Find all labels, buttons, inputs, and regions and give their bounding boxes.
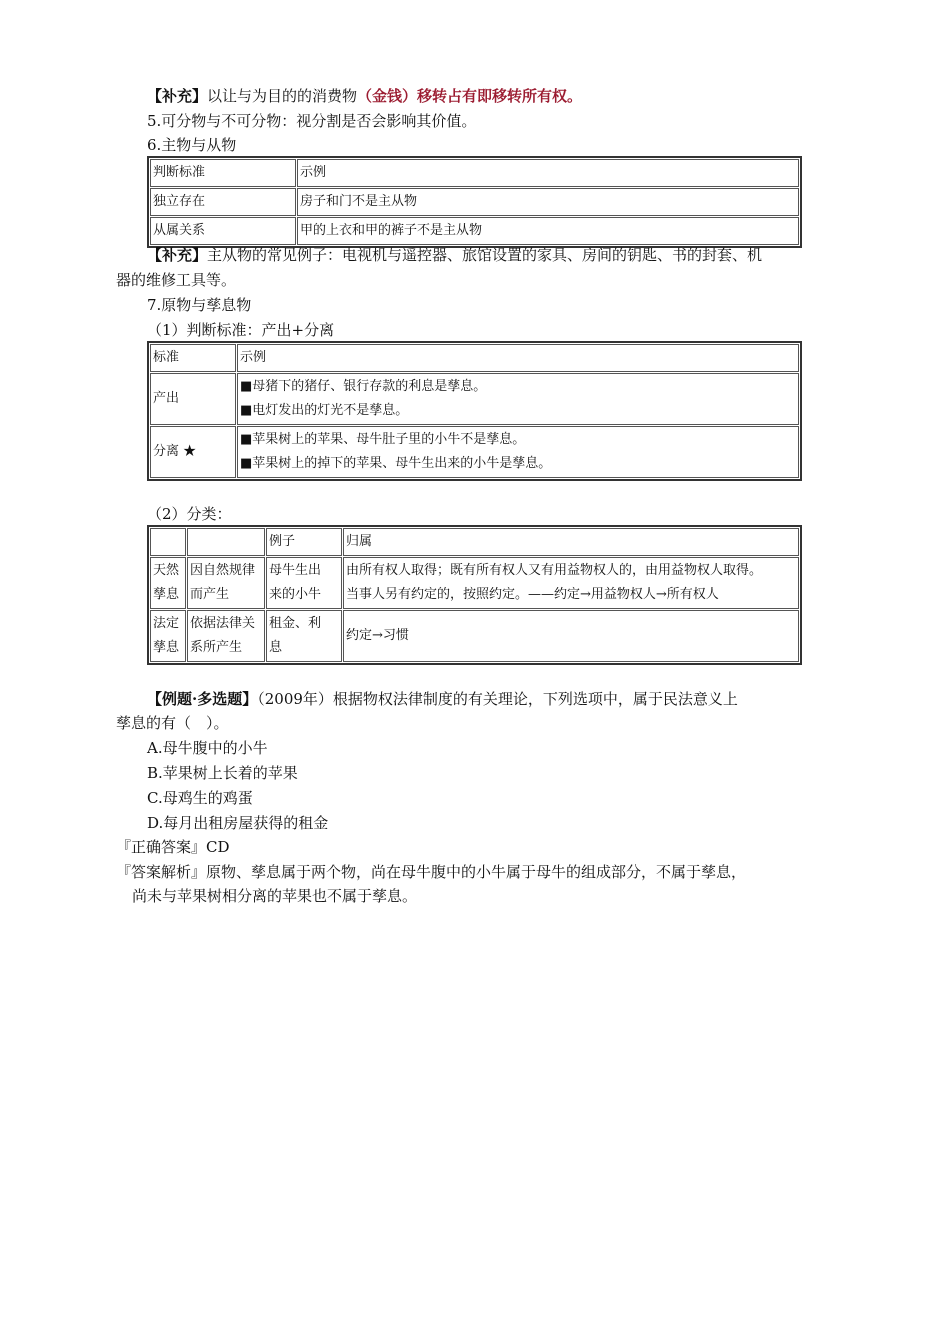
table-header-cell (187, 528, 265, 556)
example-question-line-1 (147, 688, 738, 710)
example-line: ■苹果树上的掉下的苹果、母牛生出来的小牛是孳息。 (240, 456, 552, 471)
example-line: ■苹果树上的苹果、母牛肚子里的小牛不是孳息。 (240, 432, 526, 447)
supplement-1-tag: 【补充】 (147, 87, 208, 105)
supplement-2-line-1 (147, 244, 762, 266)
table-header-cell: 例子 (266, 528, 342, 556)
fruit-criteria-table (147, 341, 802, 481)
table-row (150, 188, 799, 216)
option-b: B.苹果树上长着的苹果 (147, 764, 298, 782)
supplement-1 (147, 85, 582, 107)
table-cell (150, 557, 186, 609)
table-cell (266, 610, 342, 662)
supplement-2-line-2: 器的维修工具等。 (116, 271, 237, 289)
cell-line: 孳息 (153, 587, 180, 602)
table-row (150, 557, 799, 609)
option-d: D.每月出租房屋获得的租金 (147, 814, 329, 832)
cell-line: 由所有权人取得；既有所有权人又有用益物权人的，由用益物权人取得。 (346, 563, 763, 578)
supplement-1-highlight: （金钱）移转占有即移转所有权。 (357, 87, 583, 105)
table-header-cell: 标准 (150, 344, 236, 372)
sub-heading-2: （2）分类： (147, 505, 232, 523)
table-header-row (150, 344, 799, 372)
sub-heading-1: （1）判断标准：产出+分离 (147, 321, 335, 339)
table-cell (343, 557, 799, 609)
answer-analysis-line-2: 尚未与苹果树相分离的苹果也不属于孳息。 (132, 887, 418, 905)
cell-line: 当事人另有约定的，按照约定。——约定→用益物权人→所有权人 (346, 587, 719, 602)
table-cell: 独立存在 (150, 188, 296, 216)
table-header-cell: 示例 (297, 159, 799, 187)
table-row (150, 610, 799, 662)
fruit-classification-table (147, 525, 802, 665)
table-cell: 产出 (150, 373, 236, 425)
item-7-heading: 7.原物与孳息物 (147, 296, 252, 314)
example-tag: 【例题·多选题】 (147, 690, 258, 708)
item-6-heading: 6.主物与从物 (147, 136, 237, 154)
table-cell (187, 610, 265, 662)
supplement-2-text: 主从物的常见例子：电视机与遥控器、旅馆设置的家具、房间的钥匙、书的封套、机 (207, 246, 763, 264)
cell-line: 系所产生 (190, 640, 243, 655)
supplement-2-tag: 【补充】 (147, 246, 208, 264)
example-question-line-2: 孳息的有（ ）。 (116, 714, 229, 732)
supplement-1-text: 以让与为目的的消费物 (207, 87, 358, 105)
table-cell (266, 557, 342, 609)
table-header-cell (150, 528, 186, 556)
table-cell: 甲的上衣和甲的裤子不是主从物 (297, 217, 799, 245)
cell-line: 来的小牛 (269, 587, 322, 602)
table-header-cell: 归属 (343, 528, 799, 556)
table-header-row (150, 159, 799, 187)
table-header-cell: 判断标准 (150, 159, 296, 187)
table-row (150, 217, 799, 245)
table-cell: 房子和门不是主从物 (297, 188, 799, 216)
example-line: ■母猪下的猪仔、银行存款的利息是孳息。 (240, 379, 487, 394)
table-cell (237, 426, 799, 478)
cell-line: 母牛生出 (269, 563, 322, 578)
table-header-cell: 示例 (237, 344, 799, 372)
table-cell (187, 557, 265, 609)
item-5: 5.可分物与不可分物：视分割是否会影响其价值。 (147, 112, 477, 130)
cell-line: 依据法律关 (190, 616, 256, 631)
cell-line: 法定 (153, 616, 180, 631)
answer-analysis-line-1: 『答案解析』原物、孳息属于两个物，尚在母牛腹中的小牛属于母牛的组成部分，不属于孳息， (116, 863, 747, 881)
cell-line: 因自然规律 (190, 563, 256, 578)
cell-line: 天然 (153, 563, 180, 578)
option-a: A.母牛腹中的小牛 (147, 739, 268, 757)
table-cell (237, 373, 799, 425)
cell-line: 孳息 (153, 640, 180, 655)
cell-line: 租金、利 (269, 616, 322, 631)
cell-line: 而产生 (190, 587, 230, 602)
table-header-row (150, 528, 799, 556)
table-cell (150, 610, 186, 662)
table-row (150, 373, 799, 425)
cell-line: 约定→习惯 (346, 628, 409, 643)
correct-answer: 『正确答案』CD (116, 838, 230, 856)
table-row (150, 426, 799, 478)
example-line: ■电灯发出的灯光不是孳息。 (240, 403, 409, 418)
table-cell: 分离 ★ (150, 426, 236, 478)
example-text: （2009年）根据物权法律制度的有关理论，下列选项中，属于民法意义上 (257, 690, 738, 708)
main-accessory-table (147, 156, 802, 248)
table-cell: 从属关系 (150, 217, 296, 245)
table-cell (343, 610, 799, 662)
option-c: C.母鸡生的鸡蛋 (147, 789, 253, 807)
cell-line: 息 (269, 640, 283, 655)
